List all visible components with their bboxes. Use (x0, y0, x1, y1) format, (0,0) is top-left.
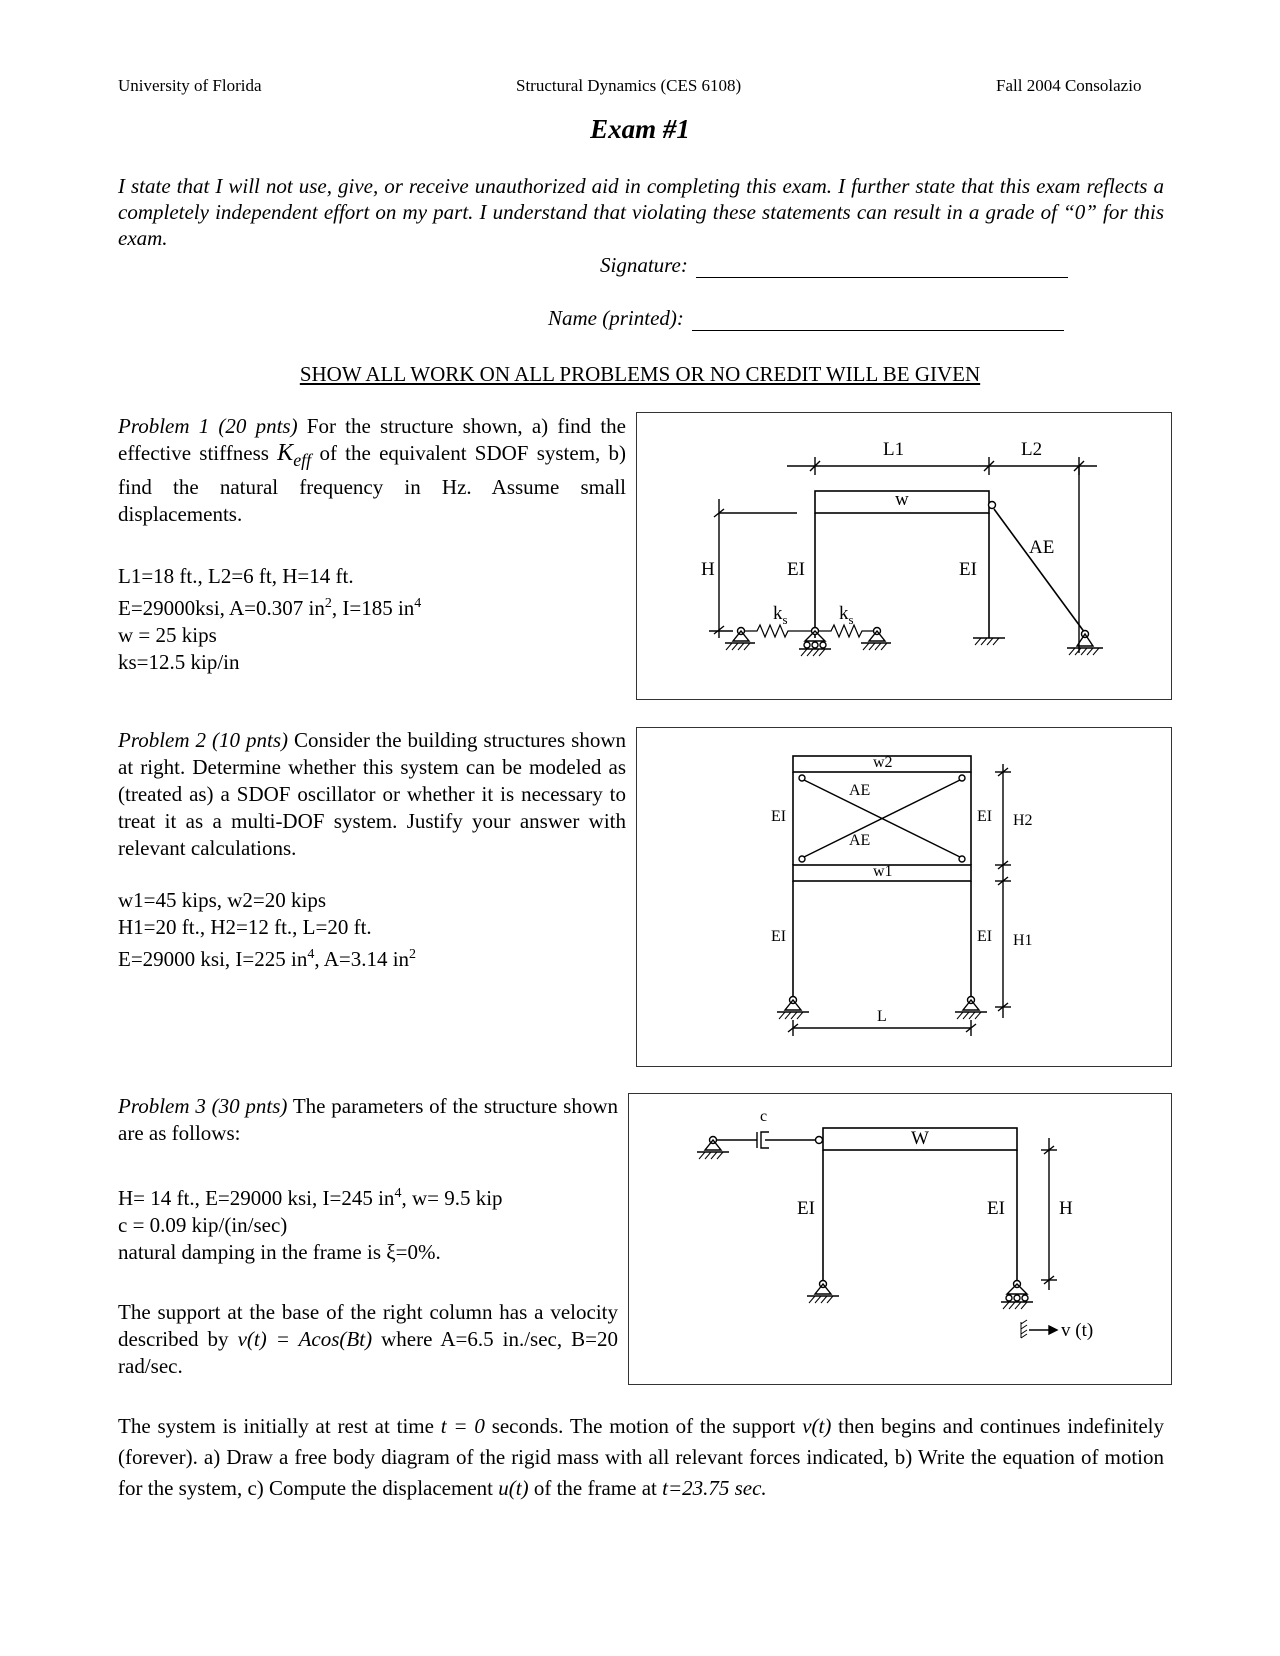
label-c: c (760, 1108, 768, 1125)
label-EI-lr: EI (977, 928, 993, 945)
problem2-label: Problem 2 (10 pnts) (118, 728, 289, 752)
p2-p3exp: 4 (307, 947, 315, 962)
support-text-b: where A=6.5 in./sec, B=20 rad/sec. (118, 1327, 619, 1378)
header-course: Structural Dynamics (CES 6108) (516, 76, 742, 95)
label-ks-left (773, 603, 788, 628)
label-AE-upper: AE (849, 782, 871, 799)
problem1-param-1: L1=18 ft., L2=6 ft, H=14 ft. (118, 564, 354, 588)
p2-p3b: , A=3.14 in (314, 947, 410, 971)
label-AE-lower: AE (849, 832, 871, 849)
problem2-param-1: w1=45 kips, w2=20 kips (118, 888, 327, 912)
problem2-param-2: H1=20 ft., H2=12 ft., L=20 ft. (118, 915, 372, 939)
closing-d: of the frame at (533, 1476, 657, 1500)
p2-p3exp2: 2 (409, 947, 417, 962)
p3-p3a: natural damping in the frame is (118, 1240, 382, 1264)
label-EI-left: EI (797, 1198, 815, 1219)
keff-k: K (277, 440, 294, 466)
problem1-params (118, 563, 421, 676)
header-university: University of Florida (118, 76, 262, 95)
ks-s-right: s (848, 611, 854, 627)
problem3-text (118, 1093, 618, 1147)
label-EI-right: EI (987, 1198, 1005, 1219)
problem2-text (118, 727, 626, 862)
label-L2: L2 (1021, 439, 1043, 460)
closing-a: The system is initially at rest at time (118, 1414, 434, 1438)
signature-line[interactable] (696, 257, 1068, 278)
p1-p2exp: 2 (324, 596, 332, 611)
name-line[interactable] (692, 310, 1064, 331)
closing-vt: v(t) (802, 1414, 832, 1438)
name-label: Name (printed): (548, 306, 684, 330)
problem2-body: Consider the building structures shown at right. Determine whether this system can be modeled as (treated as) a SDOF oscillator or whether it is necessary to treat it as a multi-DOF system. Justify your answer with relevant calculations. (118, 728, 626, 860)
ks-k-left: k (773, 603, 783, 624)
label-w2: w2 (873, 754, 893, 771)
problem1-param-4: ks=12.5 kip/in (118, 650, 240, 674)
label-H2: H2 (1013, 812, 1033, 829)
signature-row (600, 253, 1068, 278)
problem1-label: Problem 1 (20 pnts) (118, 414, 298, 438)
name-row (548, 306, 1064, 331)
page-title: Exam #1 (590, 114, 690, 144)
label-w: w (895, 489, 909, 510)
label-W: W (911, 1128, 929, 1149)
signature-label: Signature: (600, 253, 688, 277)
problem1-figure (636, 412, 1172, 700)
closing-b: seconds. The motion of the support (491, 1414, 796, 1438)
xi-symbol: ξ (386, 1240, 396, 1264)
problem1-text-a: For the structure shown, a) find the effective stiffness (118, 414, 627, 465)
closing-c: then begins and continues indefinitely (forever). a) Draw a free body diagram of the rigid mass with all relevant forces indicated, b) Write the equation of motion for the system, c) Compute the displacement (118, 1414, 1164, 1500)
problem3-support-text (118, 1299, 618, 1380)
problem3-params (118, 1180, 503, 1266)
label-H1: H1 (1013, 932, 1033, 949)
problem1-text (118, 413, 626, 528)
p3-p1exp: 4 (394, 1186, 402, 1201)
label-EI-ll: EI (771, 928, 787, 945)
label-AE: AE (1029, 537, 1055, 558)
label-ks-right (839, 603, 854, 628)
problem3-label: Problem 3 (30 pnts) (118, 1094, 288, 1118)
closing-tval: t=23.75 sec. (662, 1476, 767, 1500)
label-L1: L1 (883, 439, 905, 460)
closing-t0: t = 0 (440, 1414, 485, 1438)
problem3-body: The parameters of the structure shown are as follows: (118, 1094, 618, 1145)
support-text-a: The support at the base of the right column has a velocity described by (118, 1300, 618, 1351)
label-vt: v (t) (1061, 1320, 1094, 1341)
problem3-param-1 (118, 1180, 503, 1212)
label-EI-ul: EI (771, 808, 787, 825)
label-w1: w1 (873, 863, 893, 880)
problem2-param-3 (118, 941, 416, 973)
p1-p2a: E=29000ksi, A=0.307 in (118, 596, 325, 620)
honor-statement: I state that I will not use, give, or receive unauthorized aid in completing this exam. I further state that this exam reflects a completely independent effort on my part. I understand that violating these statements can result in a grade of “0” for this exam. (118, 174, 1164, 250)
problem1-text-b: of the equivalent SDOF system, b) find the natural frequency in Hz. Assume small displacements. (118, 441, 627, 526)
label-H: H (1059, 1198, 1073, 1219)
problem1-param-3: w = 25 kips (118, 623, 217, 647)
ks-s-left: s (782, 611, 788, 627)
label-EI-left: EI (787, 559, 805, 580)
closing-paragraph (118, 1411, 1164, 1504)
problem3-figure (628, 1093, 1172, 1385)
problem2-diagram (637, 728, 1171, 1066)
keff-symbol (277, 440, 312, 470)
closing-ut: u(t) (498, 1476, 529, 1500)
p3-p1a: H= 14 ft., E=29000 ksi, I=245 in (118, 1186, 395, 1210)
problem3-param-2: c = 0.09 kip/(in/sec) (118, 1213, 288, 1237)
problem1-param-2 (118, 590, 421, 622)
ks-k-right: k (839, 603, 849, 624)
support-formula: v(t) = Acos(Bt) (237, 1327, 373, 1351)
p1-p2b: , I=185 in (331, 596, 415, 620)
p2-p3a: E=29000 ksi, I=225 in (118, 947, 308, 971)
keff-sub: eff (293, 449, 312, 470)
p3-p1b: , w= 9.5 kip (401, 1186, 503, 1210)
label-L: L (877, 1008, 887, 1025)
p1-p2exp2: 4 (414, 596, 422, 611)
instruction: SHOW ALL WORK ON ALL PROBLEMS OR NO CREDIT WILL BE GIVEN (299, 362, 981, 386)
p3-p3b: =0%. (395, 1240, 441, 1264)
label-EI-ur: EI (977, 808, 993, 825)
header-term: Fall 2004 Consolazio (996, 76, 1142, 95)
problem3-param-3 (118, 1239, 503, 1266)
label-H: H (701, 559, 715, 580)
problem2-params (118, 887, 416, 973)
problem2-figure (636, 727, 1172, 1067)
label-EI-right: EI (959, 559, 977, 580)
